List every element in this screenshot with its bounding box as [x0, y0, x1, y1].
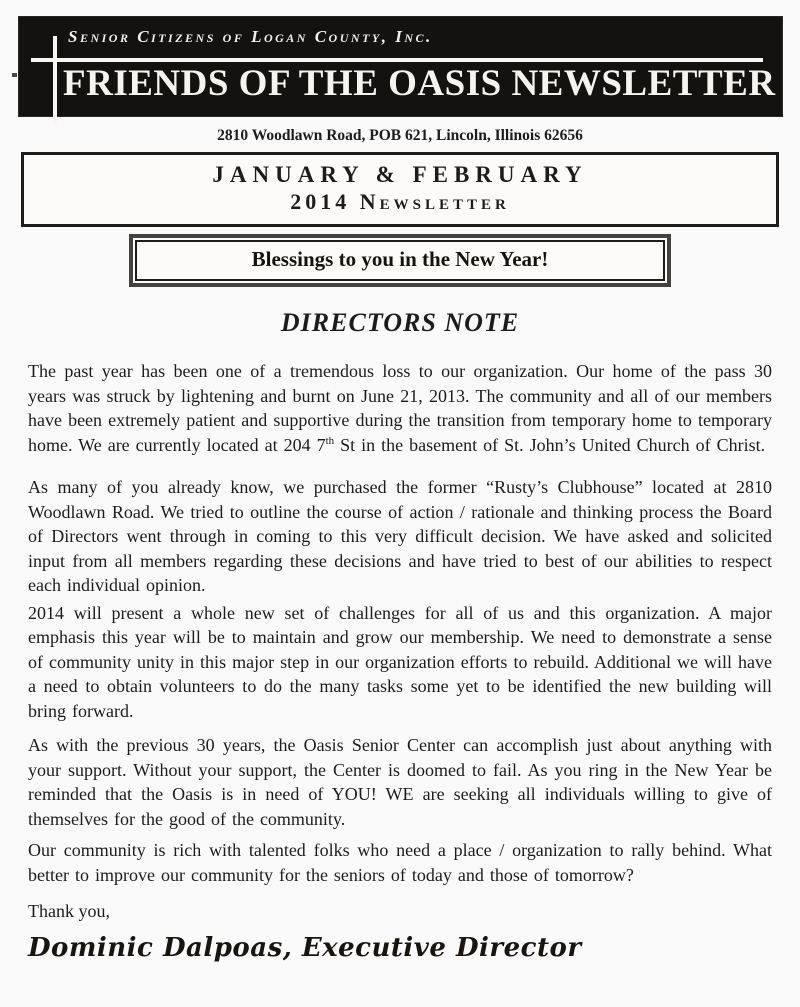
closing-line: Thank you, [28, 901, 110, 921]
paragraph-1-text-before: The past year has been one of a tremendous loss to our organization. Our home of the pass 30 years was struck by lightening and burnt on June 21, 2013. The community and all of our members have been extremely patient and supportive during the transition from temporary home to temporary home. We are currently located at 204 7 [28, 361, 772, 455]
greeting-text: Blessings to you in the New Year! [135, 240, 665, 281]
greeting-box-frame [129, 234, 671, 287]
organization-name: Senior Citizens of Logan County, Inc. [68, 27, 433, 46]
paragraph-3: 2014 will present a whole new set of challenges for all of us and this organization. A major emphasis this year will be to maintain and grow our membership. We need to demonstrate a sense of community unity in this major step in our organization efforts to rebuild. Additional we will have a need to obtain volunteers to do the many tasks some yet to be identified the new building will bring forward. [28, 602, 772, 721]
issue-year-label: 2014 Newsletter [290, 189, 510, 214]
directors-note-body [28, 359, 772, 887]
section-heading: DIRECTORS NOTE [280, 308, 520, 337]
issue-title-box [21, 152, 779, 227]
paragraph-5: Our community is rich with talented folks who need a place / organization to rally behind. What better to improve our community for the seniors of today and those of tomorrow? [28, 840, 772, 885]
issue-months: JANUARY & FEBRUARY [212, 162, 588, 187]
masthead-banner [19, 17, 782, 116]
signature-line: Dominic Dalpoas, Executive Director [28, 933, 582, 963]
paragraph-1 [28, 359, 772, 457]
newsletter-title: FRIENDS OF THE OASIS NEWSLETTER [63, 63, 776, 104]
paragraph-4: As with the previous 30 years, the Oasis Senior Center can accomplish just about anything with your support. Without your support, the Center is doomed to fail. As you ring in the New Year be reminded that the Oasis is in need of YOU! WE are seeking all individuals willing to give of themselves for the good of the community. [28, 735, 772, 829]
ordinal-superscript: th [325, 434, 335, 447]
address-line: 2810 Woodlawn Road, POB 621, Lincoln, Illinois 62656 [217, 127, 583, 144]
paragraph-1-text-after: St in the basement of St. John’s United Church of Christ. [334, 434, 766, 455]
banner-vertical-rule [53, 36, 57, 123]
paragraph-2: As many of you already know, we purchased the former “Rusty’s Clubhouse” located at 2810 Woodlawn Road. We tried to outline the course of action / rationale and thinking process the Board of Directors went through in coming to this very difficult decision. We have asked and solicited input from all members regarding these decisions and have tried to best of our abilities to respect each individual opinion. [28, 477, 772, 595]
scan-artifact [12, 73, 17, 77]
